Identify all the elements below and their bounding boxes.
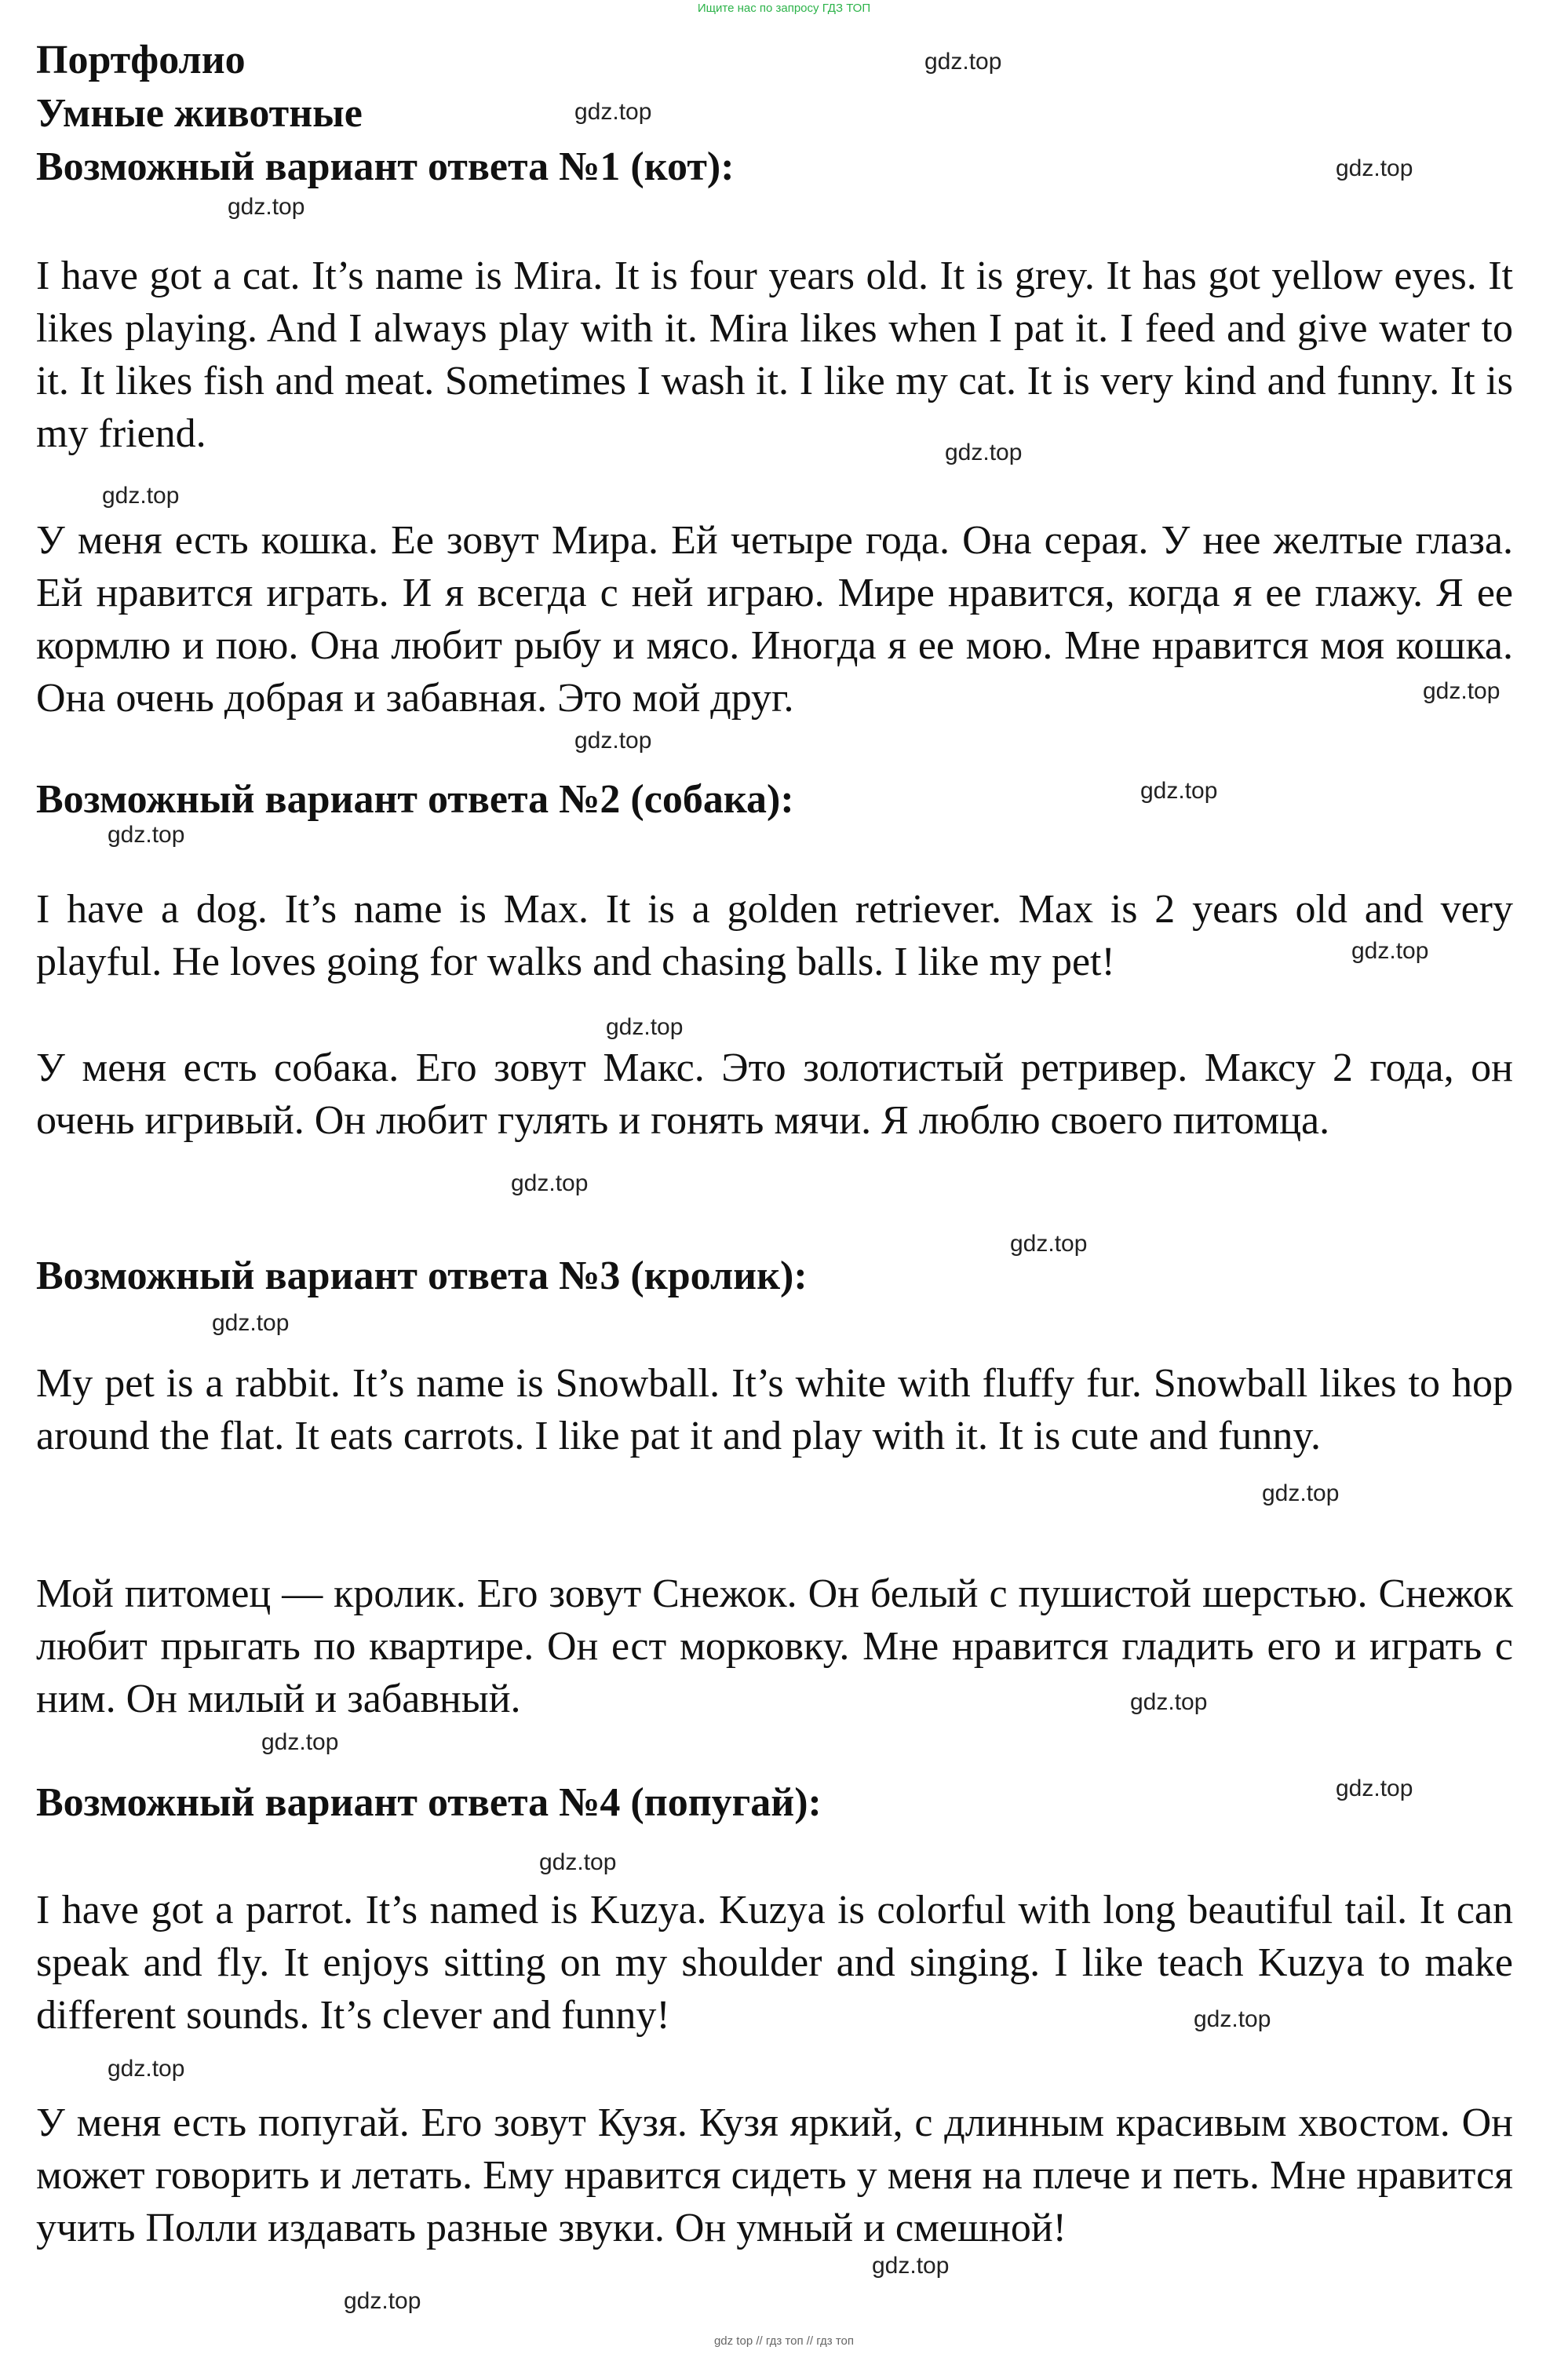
watermark: gdz.top xyxy=(574,728,652,754)
watermark: gdz.top xyxy=(574,99,652,125)
page-subtitle: Умные животные xyxy=(36,91,363,136)
watermark: gdz.top xyxy=(1336,1776,1413,1801)
section-text-ru-cat: У меня есть кошка. Ее зовут Мира. Ей четыре года. Она серая. У нее желтые глаза. Ей нравится играть. И я всегда с ней играю. Мире нравится, когда я ее глажу. Я ее кормлю и пою. Она любит рыбу и мясо. Иногда я ее мою. Мне нравится моя кошка. Она очень добрая и забавная. Это мой друг. xyxy=(36,518,1513,721)
watermark: gdz.top xyxy=(872,2253,950,2279)
watermark: gdz.top xyxy=(1262,1480,1340,1506)
watermark: gdz.top xyxy=(1423,678,1501,704)
top-banner: Ищите нас по запросу ГДЗ ТОП xyxy=(697,2,871,15)
section-text-ru-parrot: У меня есть попугай. Его зовут Кузя. Кузя яркий, с длинным красивым хвостом. Он может говорить и летать. Ему нравится сидеть у меня на плече и петь. Мне нравится учить Полли издавать разные звуки. Он умный и смешной! xyxy=(36,2100,1513,2250)
watermark: gdz.top xyxy=(1351,938,1429,964)
watermark: gdz.top xyxy=(606,1014,684,1040)
bottom-banner: gdz top // гдз топ // гдз топ xyxy=(713,2334,855,2348)
watermark: gdz.top xyxy=(1130,1689,1208,1715)
watermark: gdz.top xyxy=(945,440,1023,465)
section-heading-rabbit: Возможный вариант ответа №3 (кролик): xyxy=(36,1254,808,1298)
section-text-en-cat: I have got a cat. It’s name is Mira. It is four years old. It is grey. It has got yellow eyes. It likes playing. And I always play with it. Mira likes when I pat it. I feed and give water to it. It likes fish and meat. Sometimes I wash it. I like my cat. It is very kind and funny. It is my friend. xyxy=(36,254,1513,456)
watermark: gdz.top xyxy=(511,1170,589,1196)
watermark: gdz.top xyxy=(102,483,180,509)
section-text-en-rabbit: My pet is a rabbit. It’s name is Snowball. It’s white with fluffy fur. Snowball likes to hop around the flat. It eats carrots. I like pat it and play with it. It is cute and funny. xyxy=(36,1361,1513,1458)
watermark: gdz.top xyxy=(539,1849,617,1875)
watermark: gdz.top xyxy=(228,194,305,220)
watermark: gdz.top xyxy=(1336,155,1413,181)
section-heading-parrot: Возможный вариант ответа №4 (попугай): xyxy=(36,1780,822,1825)
section-text-en-dog: I have a dog. It’s name is Max. It is a golden retriever. Max is 2 years old and very playful. He loves going for walks and chasing balls. I like my pet! xyxy=(36,887,1513,984)
watermark: gdz.top xyxy=(108,2056,185,2082)
watermark: gdz.top xyxy=(108,822,185,848)
watermark: gdz.top xyxy=(924,49,1002,75)
page-title: Портфолио xyxy=(36,38,246,82)
section-text-ru-rabbit: Мой питомец — кролик. Его зовут Снежок. Он белый с пушистой шерстью. Снежок любит прыгать по квартире. Он ест морковку. Мне нравится гладить его и играть с ним. Он милый и забавный. xyxy=(36,1571,1513,1721)
watermark: gdz.top xyxy=(212,1310,290,1336)
watermark: gdz.top xyxy=(1010,1231,1088,1257)
section-text-en-parrot: I have got a parrot. It’s named is Kuzya. Kuzya is colorful with long beautiful tail. It can speak and fly. It enjoys sitting on my shoulder and singing. I like teach Kuzya to make different sounds. It’s clever and funny! xyxy=(36,1888,1513,2038)
section-text-ru-dog: У меня есть собака. Его зовут Макс. Это золотистый ретривер. Максу 2 года, он очень игривый. Он любит гулять и гонять мячи. Я люблю своего питомца. xyxy=(36,1046,1513,1143)
section-heading-cat: Возможный вариант ответа №1 (кот): xyxy=(36,144,735,189)
watermark: gdz.top xyxy=(1140,778,1218,804)
watermark: gdz.top xyxy=(261,1729,339,1755)
watermark: gdz.top xyxy=(344,2288,421,2314)
section-heading-dog: Возможный вариант ответа №2 (собака): xyxy=(36,777,794,822)
watermark: gdz.top xyxy=(1194,2006,1271,2032)
